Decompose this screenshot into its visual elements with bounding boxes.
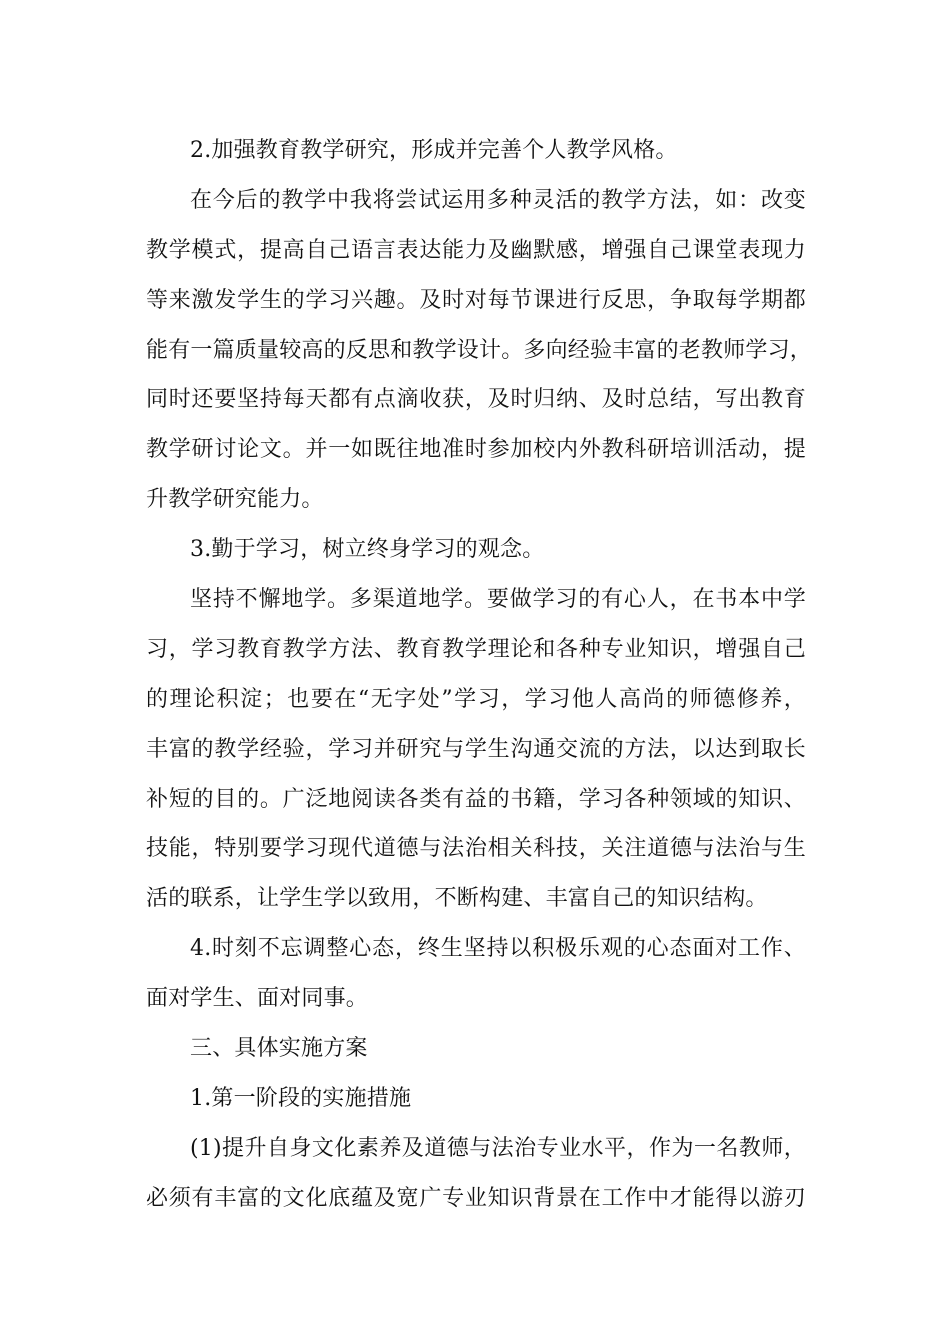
text-line: 等来激发学生的学习兴趣。及时对每节课进行反思，争取每学期都 [146, 287, 806, 313]
text-line: 习，学习教育教学方法、教育教学理论和各种专业知识，增强自己 [146, 636, 806, 662]
text-line: 坚持不懈地学。多渠道地学。要做学习的有心人，在书本中学 [190, 587, 806, 613]
text-line: (1)提升自身文化素养及道德与法治专业水平，作为一名教师， [190, 1135, 806, 1161]
text-line: 同时还要坚持每天都有点滴收获，及时归纳、及时总结，写出教育 [146, 387, 806, 413]
text-line: 必须有丰富的文化底蕴及宽广专业知识背景在工作中才能得以游刃 [146, 1185, 806, 1211]
text-line: 技能，特别要学习现代道德与法治相关科技，关注道德与法治与生 [146, 836, 806, 862]
text-line: 丰富的教学经验，学习并研究与学生沟通交流的方法，以达到取长 [146, 736, 806, 762]
subsection-heading: 1.第一阶段的实施措施 [190, 1085, 412, 1111]
text-line: 活的联系，让学生学以致用，不断构建、丰富自己的知识结构。 [146, 886, 768, 912]
text-line: 教学模式，提高自己语言表达能力及幽默感，增强自己课堂表现力 [146, 237, 806, 263]
text-line: 升教学研究能力。 [146, 487, 324, 513]
text-line: 4.时刻不忘调整心态，终生坚持以积极乐观的心态面对工作、 [190, 936, 806, 962]
text-line: 2.加强教育教学研究，形成并完善个人教学风格。 [190, 138, 678, 163]
section-heading: 三、具体实施方案 [190, 1036, 368, 1062]
text-line: 补短的目的。广泛地阅读各类有益的书籍，学习各种领域的知识、 [146, 786, 806, 812]
text-line: 能有一篇质量较高的反思和教学设计。多向经验丰富的老教师学习， [146, 337, 813, 363]
text-line: 教学研讨论文。并一如既往地准时参加校内外教科研培训活动，提 [146, 437, 806, 463]
text-line: 3.勤于学习，树立终身学习的观念。 [190, 537, 545, 563]
text-line: 的理论积淀；也要在“无字处”学习，学习他人高尚的师德修养， [146, 686, 806, 712]
text-line: 在今后的教学中我将尝试运用多种灵活的教学方法，如：改变 [190, 187, 806, 213]
document-body [146, 126, 813, 1224]
text-line: 面对学生、面对同事。 [146, 986, 369, 1012]
